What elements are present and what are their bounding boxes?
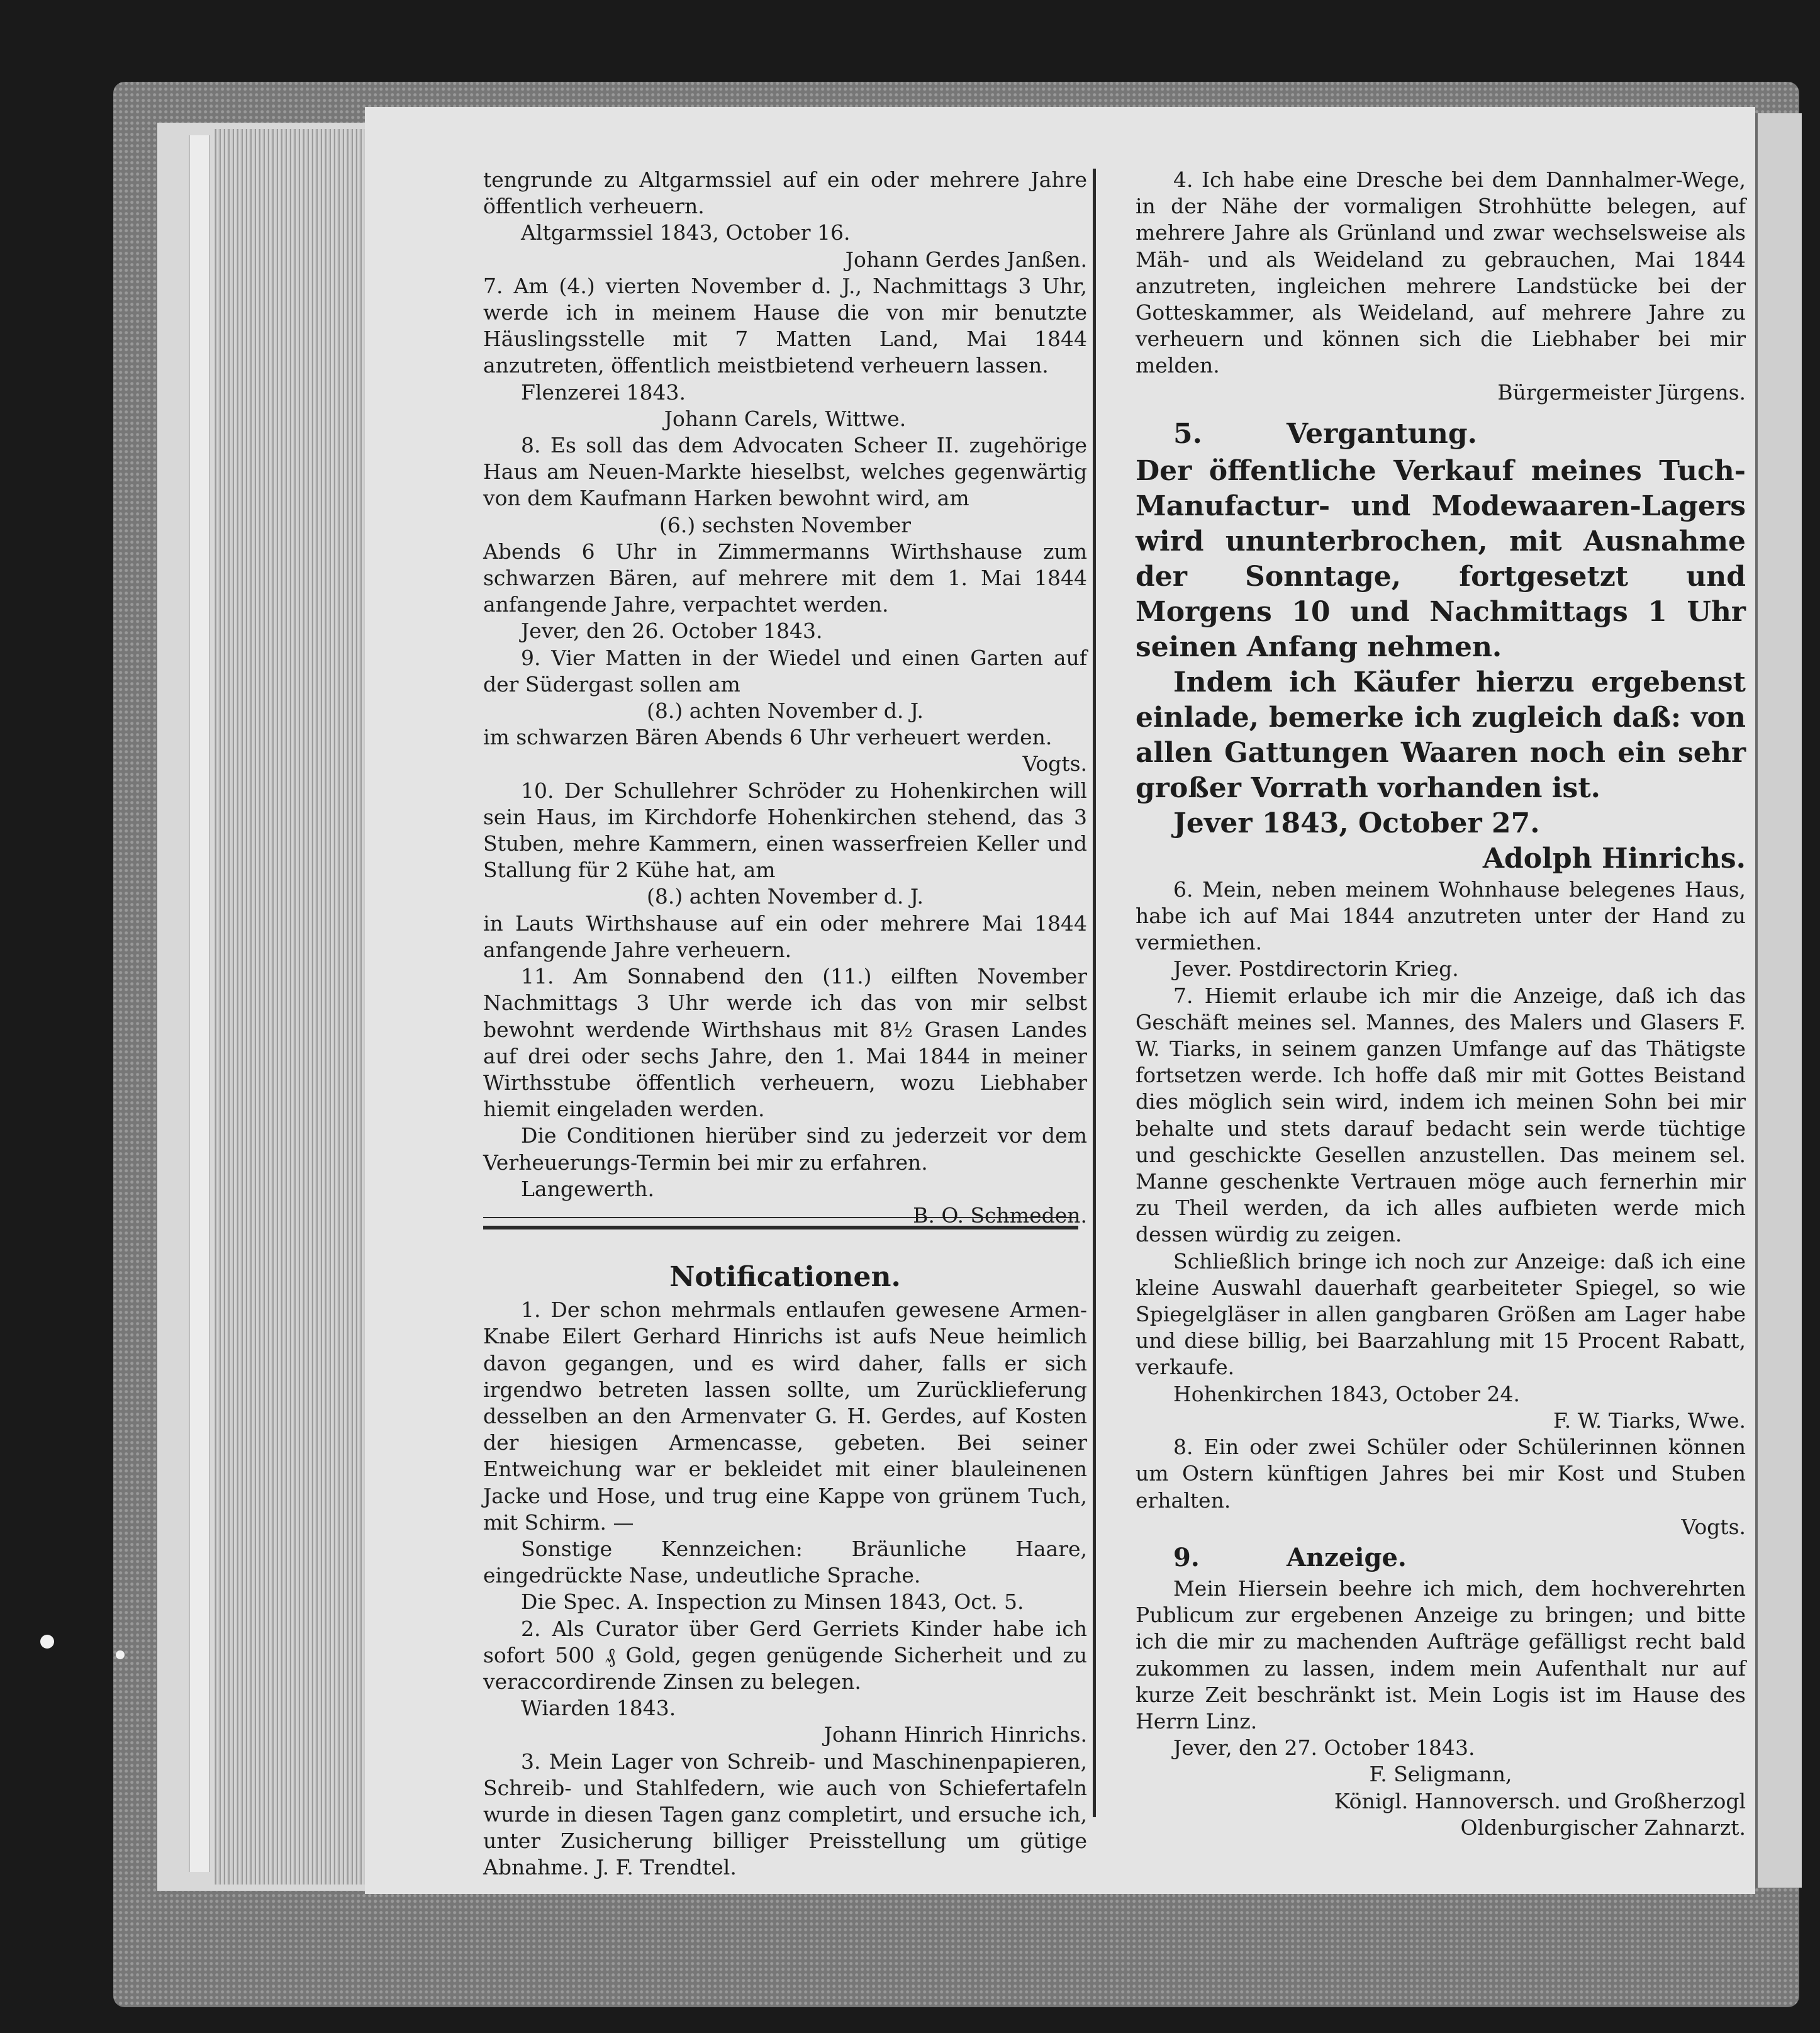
left-column-paragraph: Altgarmssiel 1843, October 16.	[521, 220, 851, 245]
right-column-notices	[1136, 167, 1746, 406]
section5-body-paragraph: Der öffentliche Verkauf meines Tuch-Manufactur- und Modewaaren-Lagers wird ununterbrochen, mit Ausnahme der Sonntage, fortgesetzt und Morgens 10 und Nachmittags 1 Uhr seinen Anfang nehmen.	[1136, 454, 1746, 663]
left-column-paragraph: (6.) sechsten November	[659, 512, 912, 537]
left-column-paragraph: im schwarzen Bären Abends 6 Uhr verheuert werden.	[483, 725, 1052, 750]
spacer	[483, 1229, 1087, 1258]
left-column-paragraph: (8.) achten November d. J.	[646, 698, 924, 724]
right-column-2-paragraph: Hohenkirchen 1843, October 24.	[1173, 1381, 1521, 1406]
right-column-3-paragraph: Königl. Hannoversch. und Großherzogl	[1334, 1788, 1746, 1813]
left-column-paragraph: (8.) achten November d. J.	[646, 884, 924, 909]
left-column-paragraph: 9. Vier Matten in der Wiedel und einen Garten auf der Südergast sollen am	[483, 645, 1087, 697]
section5-body-paragraph: Adolph Hinrichs.	[1482, 842, 1746, 875]
left-column-paragraph: 10. Der Schullehrer Schröder zu Hohenkirchen will sein Haus, im Kirchdorfe Hohenkirchen stehend, das 3 Stuben, mehre Kammern, einen wasserfreien Keller und Stallung für 2 Kühe hat, am	[483, 778, 1087, 883]
left-column	[483, 167, 1087, 1881]
left-column-paragraph: 8. Es soll das dem Advocaten Scheer II. zugehörige Haus am Neuen-Markte hieselbst, welches gegenwärtig von dem Kaufmann Harken bewohnt wird, am	[483, 433, 1087, 511]
notifications-list	[483, 1297, 1087, 1881]
section-9-body	[1136, 1576, 1746, 1841]
section-9-title: Anzeige.	[1287, 1542, 1407, 1572]
left-column-2-paragraph: 3. Mein Lager von Schreib- und Maschinenpapieren, Schreib- und Stahlfedern, wie auch von Schiefertafeln wurde in diesen Tagen ganz completirt, und ersuche ich, unter Zusicherung billiger Preisstellung um gütige Abnahme. J. F. Trendtel.	[483, 1749, 1087, 1880]
spacer	[1136, 406, 1746, 415]
page-stack-lines	[214, 129, 365, 1885]
right-column-paragraph: Bürgermeister Jürgens.	[1497, 379, 1746, 405]
section-9-heading	[1136, 1540, 1746, 1576]
section5-body-paragraph: Jever 1843, October 27.	[1173, 807, 1540, 839]
left-column-paragraph: B. O. Schmeden.	[913, 1202, 1087, 1228]
left-column-paragraph: in Lauts Wirthshause auf ein oder mehrere Mai 1844 anfangende Jahre verheuern.	[483, 910, 1087, 962]
right-column-paragraph: 4. Ich habe eine Dresche bei dem Dannhalmer-Wege, in der Nähe der vormaligen Strohhütte belegen, auf mehrere Jahre als Grünland und zwar wechselsweise als Mäh- und als Weideland zu gebrauchen, Mai 1844 anzutreten, ingleichen mehrere Landstücke bei der Gotteskammer, als Weideland, auf mehrere Jahre zu verheuern und können sich die Liebhaber bei mir melden.	[1136, 167, 1746, 378]
left-column-2-paragraph: Die Spec. A. Inspection zu Minsen 1843, Oct. 5.	[521, 1589, 1024, 1615]
left-column-2-paragraph: 1. Der schon mehrmals entlaufen gewesene Armen-Knabe Eilert Gerhard Hinrichs ist aufs Neue heimlich davon gegangen, und es wird daher, falls er sich irgendwo betreten lassen sollte, um Zurücklieferung desselben an den Armenvater G. H. Gerdes, auf Kosten der hiesigen Armencasse, gebeten. Bei seiner Entweichung war er bekleidet mit einer blauleinenen Jacke und Hose, und trug eine Kappe von grünem Tuch, mit Schirm. —	[483, 1297, 1087, 1535]
left-column-2-paragraph: Sonstige Kennzeichen: Bräunliche Haare, eingedrückte Nase, undeutliche Sprache.	[483, 1536, 1087, 1588]
right-column-notices-2	[1136, 876, 1746, 1540]
left-column-paragraph: Johann Gerdes Janßen.	[845, 247, 1087, 272]
right-column-2-paragraph: 6. Mein, neben meinem Wohnhause belegenes Haus, habe ich auf Mai 1844 anzutreten unter der Hand zu vermiethen.	[1136, 876, 1746, 955]
right-column-2-paragraph: F. W. Tiarks, Wwe.	[1553, 1408, 1746, 1433]
left-column-paragraph: Vogts.	[1022, 751, 1087, 776]
right-column-3-paragraph: Jever, den 27. October 1843.	[1173, 1735, 1475, 1761]
left-column-paragraph: Flenzerei 1843.	[521, 379, 686, 405]
right-column-2-paragraph: 8. Ein oder zwei Schüler oder Schülerinnen können um Ostern künftigen Jahres bei mir Kost und Stuben erhalten.	[1136, 1435, 1746, 1513]
left-column-paragraph: Jever, den 26. October 1843.	[521, 619, 823, 644]
section-5-heading	[1136, 415, 1746, 454]
page-edge-strip	[189, 135, 210, 1872]
right-column-3-paragraph: F. Seligmann,	[1369, 1762, 1512, 1787]
left-column-paragraph: Johann Carels, Wittwe.	[664, 406, 907, 431]
right-column-3-paragraph: Mein Hiersein beehre ich mich, dem hochverehrten Publicum zur ergebenen Anzeige zu bringen; und bitte ich die mir zu machenden Aufträge gefälligst recht bald zukommen zu lassen, indem mein Aufenthalt nur auf kurze Zeit beschränkt ist. Mein Logis ist im Hause des Herrn Linz.	[1136, 1576, 1746, 1733]
left-column-paragraph: Die Conditionen hierüber sind zu jederzeit vor dem Verheuerungs-Termin bei mir zu erfahren.	[483, 1123, 1087, 1175]
right-column-2-paragraph: Schließlich bringe ich noch zur Anzeige: daß ich eine kleine Auswahl dauerhaft gearbeiteter Spiegel, so wie Spiegelgläser in allen gangbaren Größen am Lager habe und diese billig, bei Baarzahlung mit 15 Procent Rabatt, verkaufe.	[1136, 1248, 1746, 1380]
left-column-2-paragraph: 2. Als Curator über Gerd Gerriets Kinder habe ich sofort 500 ₰ Gold, gegen genügende Sicherheit und zu veraccordirende Zinsen zu belegen.	[483, 1616, 1087, 1694]
adjacent-page-edge	[1755, 113, 1802, 1888]
right-column	[1136, 167, 1746, 1841]
paper-hole	[116, 1650, 125, 1659]
right-column-3-paragraph: Oldenburgischer Zahnarzt.	[1460, 1815, 1746, 1840]
left-column-paragraph: tengrunde zu Altgarmssiel auf ein oder mehrere Jahre öffentlich verheuern.	[483, 167, 1087, 219]
notifications-heading: Notificationen.	[669, 1261, 901, 1294]
left-column-paragraph: 7. Am (4.) vierten November d. J., Nachmittags 3 Uhr, werde ich in meinem Hause die von mir benutzte Häuslingsstelle mit 7 Matten Land, Mai 1844 anzutreten, öffentlich meistbietend verheuern lassen.	[483, 273, 1087, 378]
right-column-2-paragraph: Jever. Postdirectorin Krieg.	[1173, 956, 1459, 982]
right-column-2-paragraph: 7. Hiemit erlaube ich mir die Anzeige, daß ich das Geschäft meines sel. Mannes, des Malers und Glasers F. W. Tiarks, in seinem ganzen Umfange auf das Thätigste fortsetzen werde. Ich hoffe daß mir mit Gottes Beistand dies möglich sein wird, indem ich meinen Sohn bei mir behalte und stets darauf bedacht sein werde tüchtige und geschickte Gesellen anzustellen. Das meinem sel. Manne geschenkte Vertrauen möge auch fernerhin mir zu Theil werden, da ich alles aufbieten werde mich dessen würdig zu zeigen.	[1136, 983, 1746, 1247]
paper-hole	[40, 1635, 54, 1649]
section5-body-paragraph: Indem ich Käufer hierzu ergebenst einlade, bemerke ich zugleich daß: von allen Gattungen Waaren noch ein sehr großer Vorrath vorhanden ist.	[1136, 666, 1746, 804]
section-5-body	[1136, 454, 1746, 876]
left-column-2-paragraph: Wiarden 1843.	[521, 1696, 676, 1721]
left-column-paragraph: Abends 6 Uhr in Zimmermanns Wirthshause zum schwarzen Bären, auf mehrere mit dem 1. Mai 1844 anfangende Jahre, verpachtet werden.	[483, 539, 1087, 617]
right-column-2-paragraph: Vogts.	[1681, 1514, 1746, 1539]
left-column-paragraph: Langewerth.	[521, 1176, 655, 1201]
section-9-number: 9.	[1173, 1542, 1200, 1572]
column-divider	[1093, 169, 1096, 1817]
left-column-notices	[483, 167, 1087, 1229]
left-column-2-paragraph: Johann Hinrich Hinrichs.	[823, 1722, 1087, 1747]
section-5-number: 5.	[1173, 417, 1202, 450]
section-5-title: Vergantung.	[1287, 417, 1477, 450]
left-column-paragraph: 11. Am Sonnabend den (11.) eilften November Nachmittags 3 Uhr werde ich das von mir selbst bewohnt werdende Wirthshaus mit 8½ Grasen Landes auf drei oder sechs Jahre, den 1. Mai 1844 in meiner Wirthsstube öffentlich verheuern, wozu Liebhaber hiemit eingeladen werden.	[483, 964, 1087, 1122]
